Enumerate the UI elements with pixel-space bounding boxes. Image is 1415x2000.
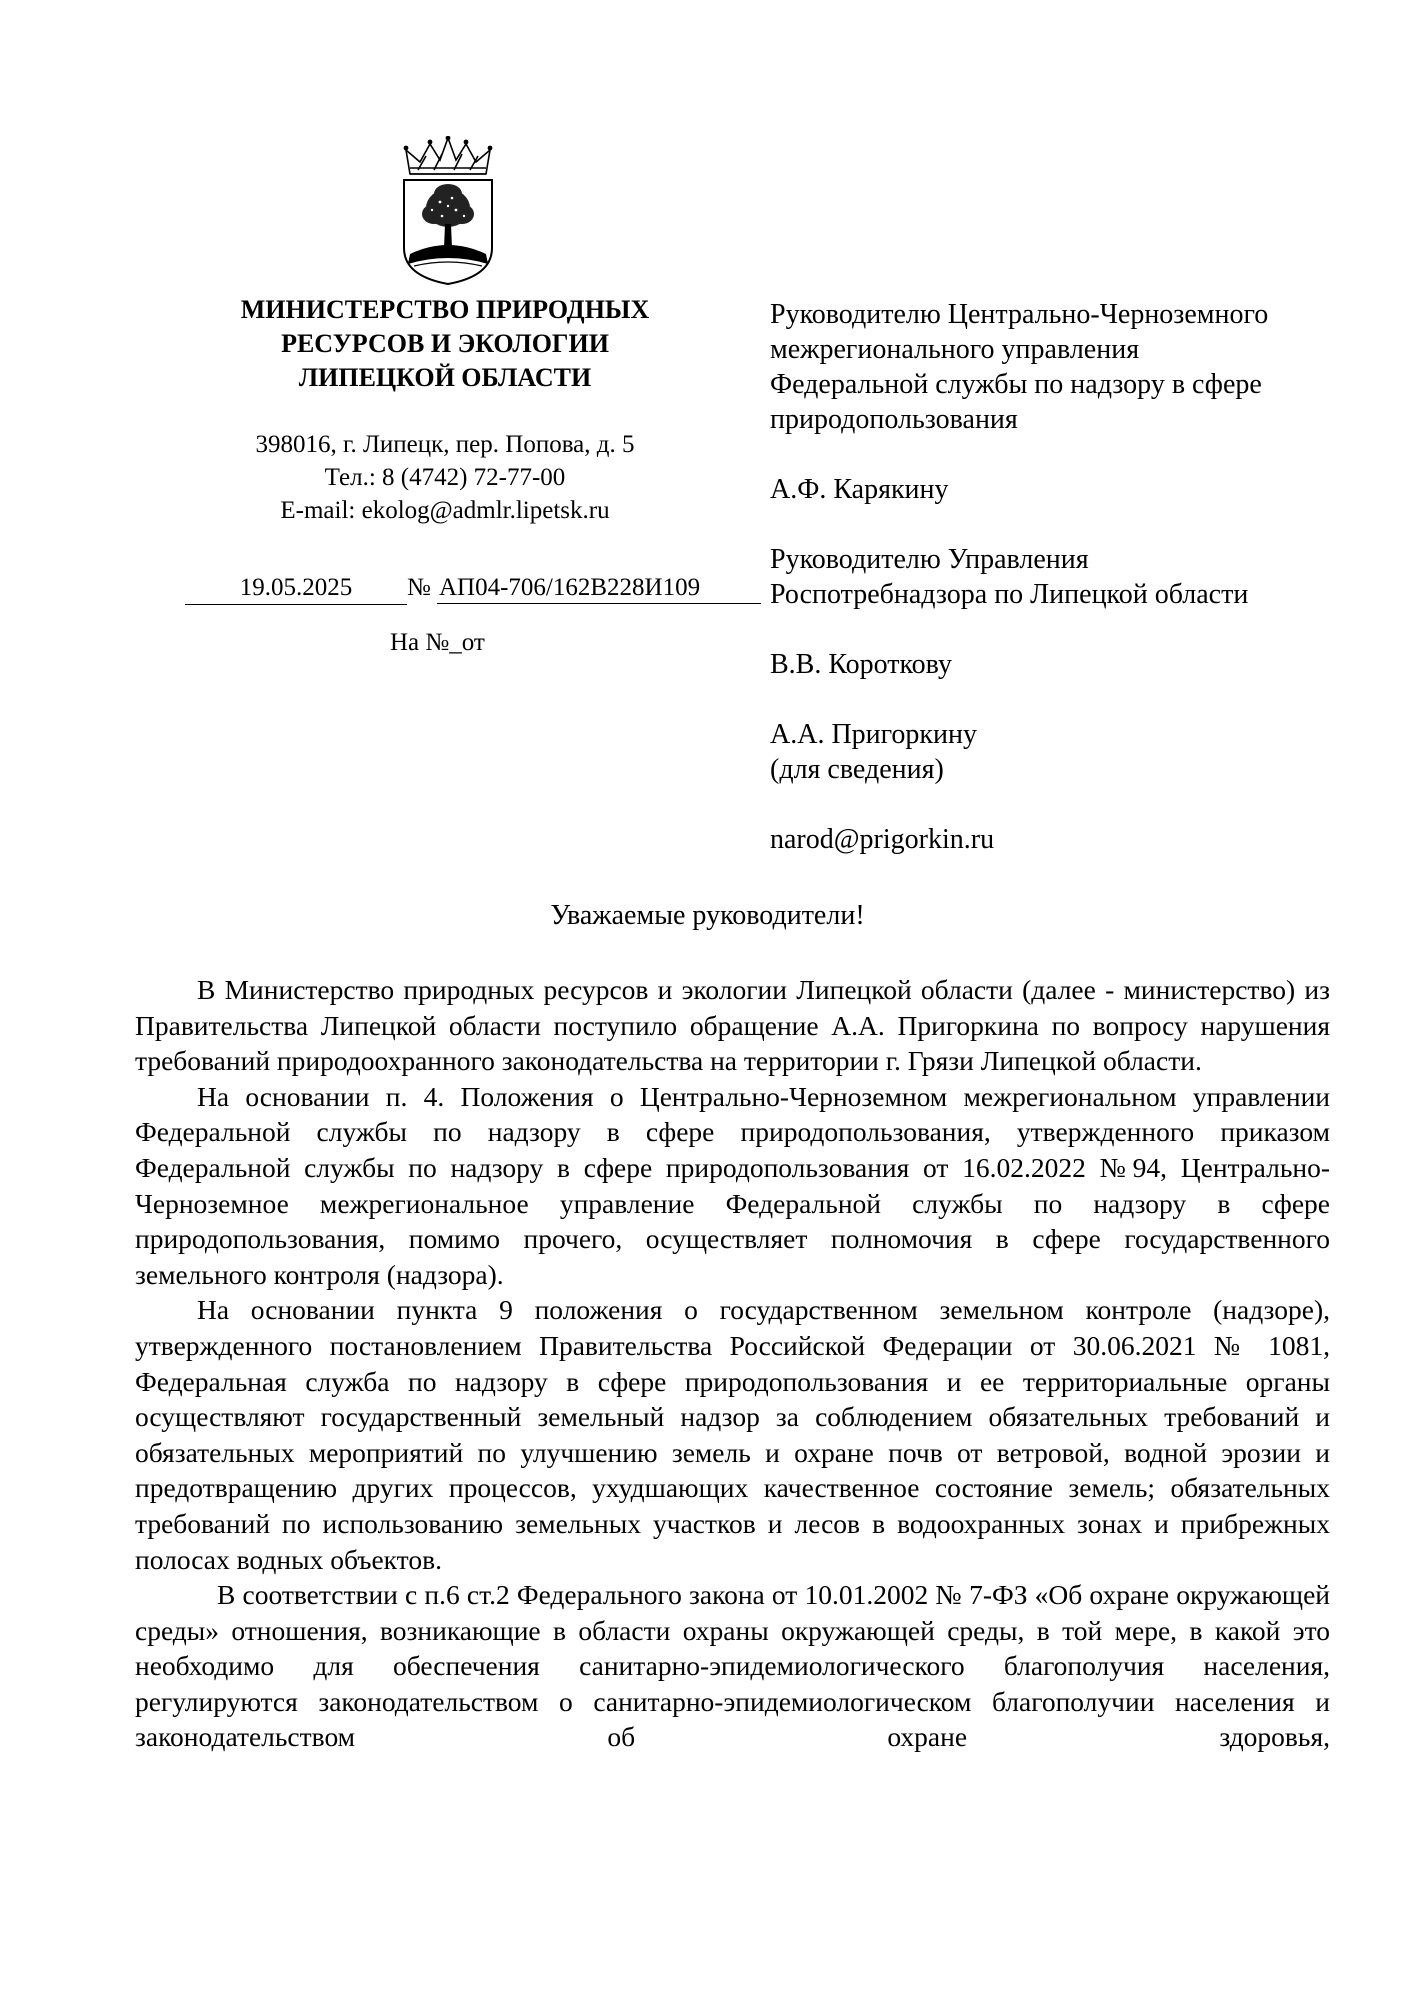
ministry-name bbox=[185, 293, 705, 395]
reply-reference: На №_от bbox=[390, 629, 485, 656]
body-paragraph: На основании п. 4. Положения о Центрально-Черноземном межрегиональном управлении Федеральной службы по надзору в сфере природопользования, утвержденного приказом Федеральной службы по надзору в сфере природопользования от 16.02.2022 №94, Центрально-Черноземное межрегиональное управление Федеральной службы по надзору в сфере природопользования, помимо прочего, осуществляет полномочия в сфере государственного земельного контроля (надзора). bbox=[135, 1080, 1330, 1290]
recipient-1-title-line: межрегионального управления bbox=[770, 334, 1140, 365]
body-paragraph: На основании пункта 9 положения о государственном земельном контроле (надзоре), утвержденного постановлением Правительства Российской Федерации от 30.06.2021 № 1081, Федеральная служба по надзору в сфере природопользования и ее территориальные органы осуществляют государственный земельный надзор за соблюдением обязательных требований и обязательных мероприятий по улучшению земель и охране почв от ветровой, водной эрозии и предотвращению других процессов, ухудшающих качественное состояние земель; обязательных требований по использованию земельных участков и лесов в водоохранных зонах и прибрежных полосах водных объектов. bbox=[135, 1294, 1330, 1575]
recipient-2-name: В.В. Короткову bbox=[770, 649, 952, 680]
document-number-label: № bbox=[407, 574, 431, 601]
ministry-name-line: ЛИПЕЦКОЙ ОБЛАСТИ bbox=[298, 363, 592, 392]
recipient-1-title-line: Федеральной службы по надзору в сфере bbox=[770, 369, 1262, 400]
recipient-1-title-line: Руководителю Центрально-Черноземного bbox=[770, 299, 1269, 330]
salutation: Уважаемые руководители! bbox=[550, 900, 865, 931]
registration-line bbox=[185, 572, 765, 608]
recipient-1-title-line: природопользования bbox=[770, 404, 1018, 435]
recipients-block bbox=[770, 297, 1330, 857]
recipient-2-title-line: Руководителю Управления bbox=[770, 544, 1089, 575]
ministry-name-line: РЕСУРСОВ И ЭКОЛОГИИ bbox=[281, 329, 609, 358]
ministry-email: E-mail: ekolog@admlr.lipetsk.ru bbox=[280, 497, 610, 524]
recipient-1-name: А.Ф. Карякину bbox=[770, 474, 949, 505]
coat-of-arms-icon bbox=[396, 136, 500, 286]
document-number: АП04-706/162В228И109 bbox=[437, 572, 761, 604]
ministry-address: 398016, г. Липецк, пер. Попова, д. 5 bbox=[255, 431, 635, 458]
recipient-3-note: (для сведения) bbox=[770, 754, 944, 785]
document-date: 19.05.2025 bbox=[185, 572, 407, 605]
body-paragraph: В Министерство природных ресурсов и экологии Липецкой области (далее - министерство) из Правительства Липецкой области поступило обращение А.А. Пригоркина по вопросу нарушения требований природоохранного законодательства на территории г. Грязи Липецкой области. bbox=[135, 974, 1330, 1077]
body-paragraph: В соответствии с п.6 ст.2 Федерального закона от 10.01.2002 № 7-ФЗ «Об охране окружающей среды» отношения, возникающие в области охраны окружающей среды, в той мере, в какой это необходимо для обеспечения санитарно-эпидемиологического благополучия населения, регулируются законодательством о санитарно-эпидемиологическом благополучии населения и законодательством об охране здоровья, bbox=[135, 1579, 1330, 1753]
recipient-3-email: narod@prigorkin.ru bbox=[770, 824, 995, 855]
recipient-2-title-line: Роспотребнадзора по Липецкой области bbox=[770, 579, 1249, 610]
ministry-contacts bbox=[185, 428, 705, 527]
ministry-name-line: МИНИСТЕРСТВО ПРИРОДНЫХ bbox=[240, 295, 650, 324]
letter-body bbox=[135, 972, 1330, 1755]
ministry-phone: Тел.: 8 (4742) 72-77-00 bbox=[324, 464, 566, 491]
recipient-3-name: А.А. Пригоркину bbox=[770, 719, 978, 750]
